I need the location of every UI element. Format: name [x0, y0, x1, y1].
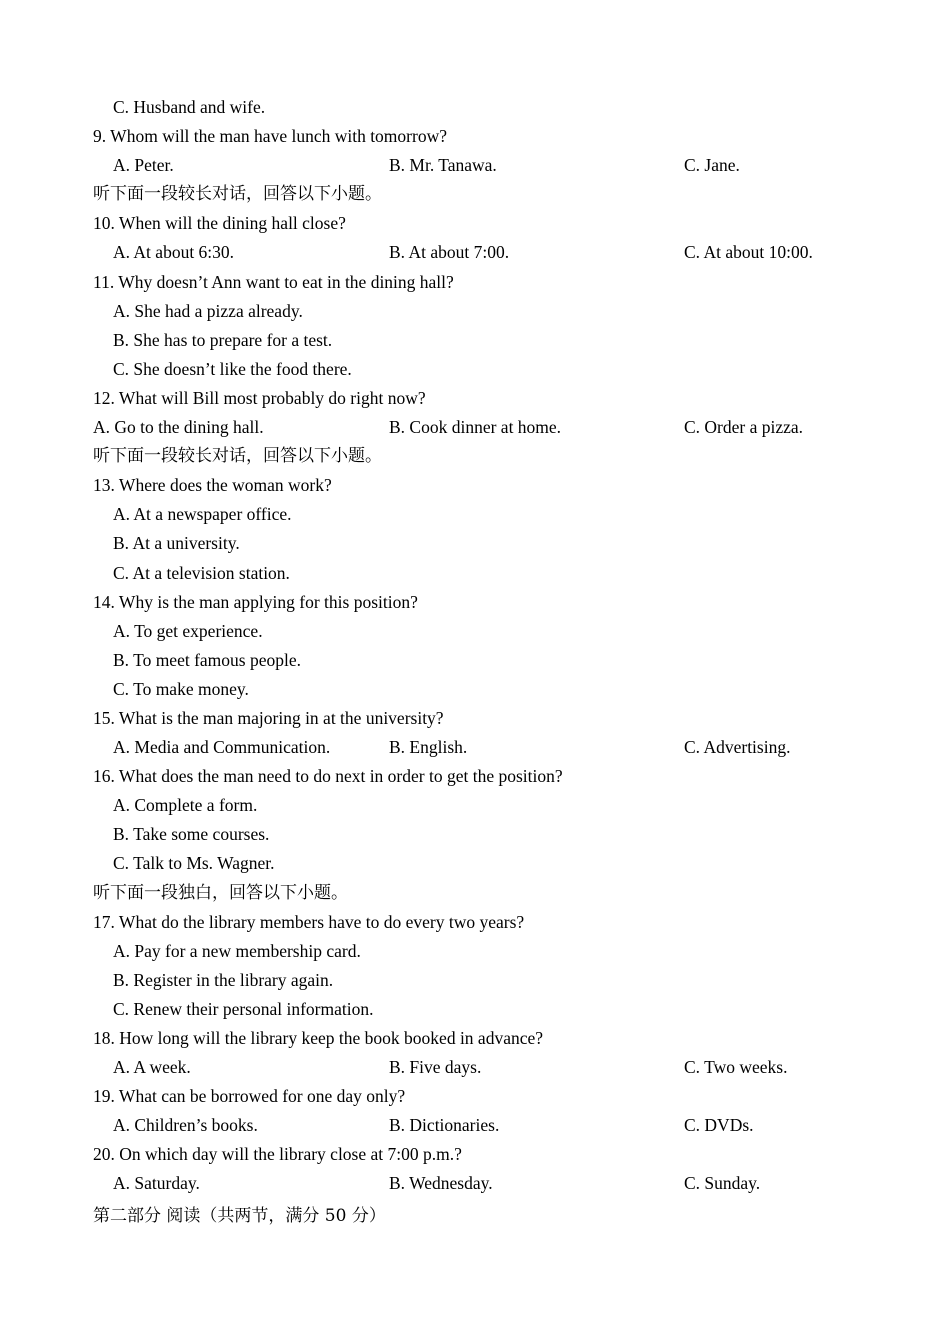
option-text: C. Husband and wife. — [113, 97, 266, 117]
question-text: 20. On which day will the library close at 7:00 p.m.? — [93, 1144, 462, 1165]
option-text: A. To get experience. — [113, 620, 263, 641]
option-c: C. Sunday. — [684, 1173, 761, 1194]
option-b: B. At about 7:00. — [389, 242, 510, 263]
option-b: B. Five days. — [389, 1057, 482, 1078]
question-text: 9. Whom will the man have lunch with tomorrow? — [93, 126, 447, 147]
option-c: C. DVDs. — [684, 1115, 754, 1136]
question-text: 11. Why doesn’t Ann want to eat in the dining hall? — [93, 271, 454, 292]
question-text: 17. What do the library members have to do every two years? — [93, 911, 525, 932]
question-text: 14. Why is the man applying for this position? — [93, 591, 418, 612]
part-heading: 第二部分 阅读（共两节，满分 50 分） — [93, 1205, 386, 1226]
question-text: 19. What can be borrowed for one day only? — [93, 1086, 406, 1107]
question-text: 16. What does the man need to do next in order to get the position? — [93, 766, 563, 787]
option-b: B. Mr. Tanawa. — [389, 155, 497, 176]
option-c: C. Advertising. — [684, 737, 791, 758]
section-instruction: 听下面一段较长对话，回答以下小题。 — [93, 184, 382, 205]
option-a: A. Children’s books. — [113, 1115, 258, 1136]
option-text: B. Take some courses. — [113, 824, 270, 845]
option-a: A. Go to the dining hall. — [93, 417, 264, 438]
question-text: 18. How long will the library keep the book booked in advance? — [93, 1028, 544, 1048]
option-text: A. Pay for a new membership card. — [113, 940, 361, 961]
option-c: C. Jane. — [684, 155, 740, 176]
option-row — [93, 413, 893, 442]
option-row — [93, 1053, 893, 1082]
option-row — [93, 151, 893, 180]
option-text: C. At a television station. — [113, 562, 290, 583]
option-b: B. English. — [389, 737, 468, 758]
option-c: C. Order a pizza. — [684, 417, 804, 438]
option-text: B. She has to prepare for a test. — [113, 329, 333, 350]
section-instruction: 听下面一段独白，回答以下小题。 — [93, 882, 348, 903]
option-text: B. Register in the library again. — [113, 969, 334, 990]
option-text: C. Talk to Ms. Wagner. — [113, 853, 275, 874]
question-text: 10. When will the dining hall close? — [93, 213, 346, 234]
option-text: A. She had a pizza already. — [113, 300, 303, 321]
option-b: B. Cook dinner at home. — [389, 417, 562, 438]
question-text: 15. What is the man majoring in at the university? — [93, 707, 444, 728]
option-row — [93, 1169, 893, 1198]
option-a: A. Peter. — [113, 155, 174, 176]
section-instruction: 听下面一段较长对话，回答以下小题。 — [93, 446, 382, 467]
option-text: A. Complete a form. — [113, 795, 258, 816]
option-row — [93, 1111, 893, 1140]
option-row — [93, 733, 893, 762]
option-a: A. A week. — [113, 1057, 191, 1078]
option-a: A. At about 6:30. — [113, 242, 235, 263]
question-text: 13. Where does the woman work? — [93, 475, 332, 496]
option-text: C. To make money. — [113, 678, 249, 699]
option-text: A. At a newspaper office. — [113, 504, 292, 525]
option-b: B. Dictionaries. — [389, 1115, 500, 1136]
option-text: C. She doesn’t like the food there. — [113, 358, 352, 379]
option-c: C. Two weeks. — [684, 1057, 788, 1078]
option-text: B. At a university. — [113, 533, 240, 554]
option-a: A. Saturday. — [113, 1173, 200, 1194]
exam-page — [93, 93, 893, 1231]
question-text: 12. What will Bill most probably do right now? — [93, 387, 426, 408]
option-a: A. Media and Communication. — [113, 737, 331, 758]
option-c: C. At about 10:00. — [684, 242, 813, 263]
option-text: C. Renew their personal information. — [113, 998, 374, 1019]
option-b: B. Wednesday. — [389, 1173, 493, 1194]
option-row — [93, 238, 893, 267]
option-text: B. To meet famous people. — [113, 649, 301, 670]
